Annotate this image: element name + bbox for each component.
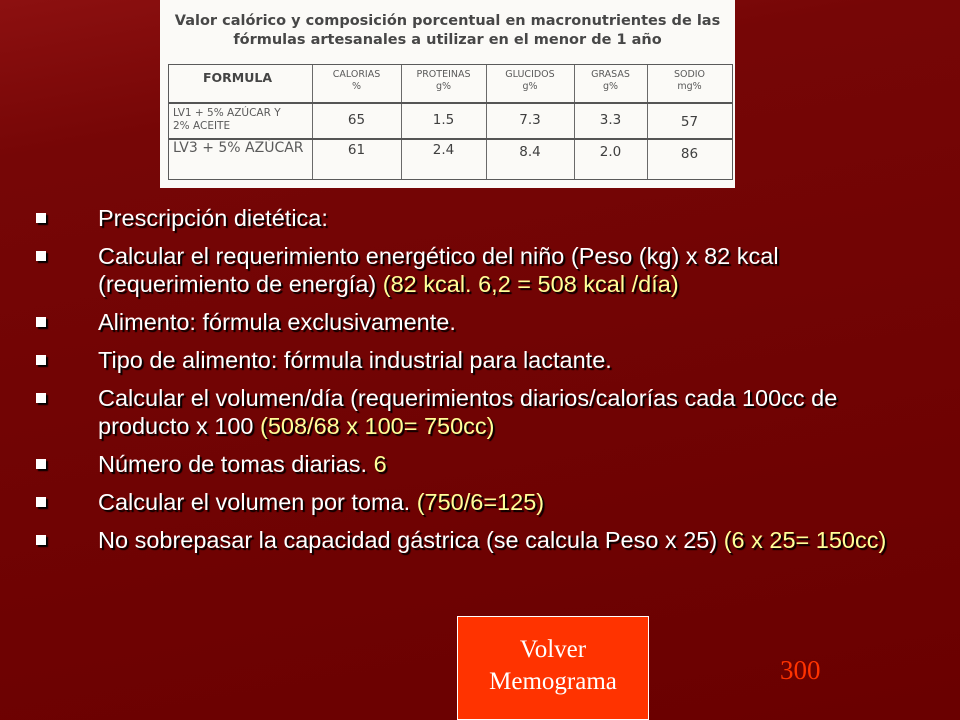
bullet-text: Número de tomas diarias.: [98, 451, 374, 477]
row1-proteinas: 1.5: [432, 112, 455, 128]
table-title-line-1: Valor calórico y composición porcentual en macronutrientes de las: [174, 13, 721, 29]
header-calorias-label: CALORIAS: [332, 69, 381, 80]
bullet-text: Alimento: fórmula exclusivamente.: [98, 309, 456, 335]
bullet-highlight: 6: [373, 451, 387, 477]
bullet-text: Calcular el volumen/día (requerimientos diarios/calorías cada 100cc de producto x 100: [98, 385, 838, 439]
nutrition-table: [168, 64, 733, 180]
bullet-highlight: (82 kcal. 6,2 = 508 kcal /día): [382, 271, 679, 297]
bullet-highlight: (508/68 x 100= 750cc): [260, 413, 495, 439]
row2-grasas: 2.0: [599, 144, 622, 160]
header-grasas: [574, 69, 647, 93]
square-bullet-icon: [36, 497, 46, 507]
bullet-item: [34, 204, 934, 232]
bullet-item: [34, 346, 934, 374]
header-grasas-label: GRASAS: [591, 69, 630, 80]
bullet-text: Calcular el volumen por toma.: [98, 489, 417, 515]
bullet-item: [34, 488, 934, 516]
header-formula: FORMULA: [203, 70, 273, 85]
header-grasas-unit: g%: [602, 81, 619, 92]
header-proteinas: [401, 69, 486, 93]
header-sodio-label: SODIO: [673, 69, 706, 80]
square-bullet-icon: [36, 355, 46, 365]
bullet-highlight: (750/6=125): [416, 489, 545, 515]
row1-glucidos: 7.3: [519, 112, 541, 128]
header-sodio-unit: mg%: [677, 81, 702, 92]
volver-memograma-button[interactable]: [457, 616, 649, 720]
score-value: 300: [780, 655, 821, 685]
table-title-line-2: fórmulas artesanales a utilizar en el menor de 1 año: [233, 32, 662, 48]
square-bullet-icon: [36, 213, 46, 223]
row1-sodio: 57: [680, 114, 699, 130]
header-glucidos-label: GLUCIDOS: [505, 69, 555, 80]
nutrition-table-image: [160, 0, 735, 188]
header-glucidos: [486, 69, 574, 93]
button-label-line-2: Memograma: [489, 668, 617, 695]
bullet-text: No sobrepasar la capacidad gástrica (se calcula Peso x 25): [98, 527, 724, 553]
row1-formula: [173, 107, 281, 133]
square-bullet-icon: [36, 393, 46, 403]
header-sodio: [647, 69, 732, 93]
bullet-item: [34, 242, 934, 298]
row2-formula: LV3 + 5% AZÚCAR: [173, 140, 304, 156]
row2-proteinas: 2.4: [432, 142, 455, 158]
bullet-text: Tipo de alimento: fórmula industrial para lactante.: [98, 347, 612, 373]
header-calorias: [312, 69, 401, 93]
bullet-list: [34, 204, 934, 554]
bullet-text: Calcular el requerimiento energético del niño (Peso (kg) x 82 kcal (requerimiento de energía): [98, 243, 779, 297]
row2-sodio: 86: [680, 146, 699, 162]
square-bullet-icon: [36, 535, 46, 545]
header-glucidos-unit: g%: [522, 81, 538, 92]
square-bullet-icon: [36, 317, 46, 327]
row1-formula-line-2: 2% ACEITE: [173, 120, 231, 132]
row1-calorias: 65: [347, 112, 366, 128]
bullet-item: [34, 450, 934, 478]
bullet-highlight: (6 x 25= 150cc): [723, 527, 887, 553]
square-bullet-icon: [36, 459, 46, 469]
row1-grasas: 3.3: [599, 112, 622, 128]
bullet-item: [34, 384, 934, 440]
bullet-item: [34, 308, 934, 336]
bullet-text: Prescripción dietética:: [98, 205, 328, 231]
header-calorias-unit: %: [351, 81, 362, 92]
row2-glucidos: 8.4: [519, 144, 541, 160]
header-proteinas-label: PROTEINAS: [416, 69, 471, 80]
square-bullet-icon: [36, 251, 46, 261]
bullet-item: [34, 526, 934, 554]
button-label-line-1: Volver: [519, 636, 587, 663]
table-title: [160, 12, 735, 50]
row1-formula-line-1: LV1 + 5% AZÚCAR Y: [173, 107, 281, 119]
row2-calorias: 61: [347, 142, 366, 158]
header-proteinas-unit: g%: [435, 81, 452, 92]
